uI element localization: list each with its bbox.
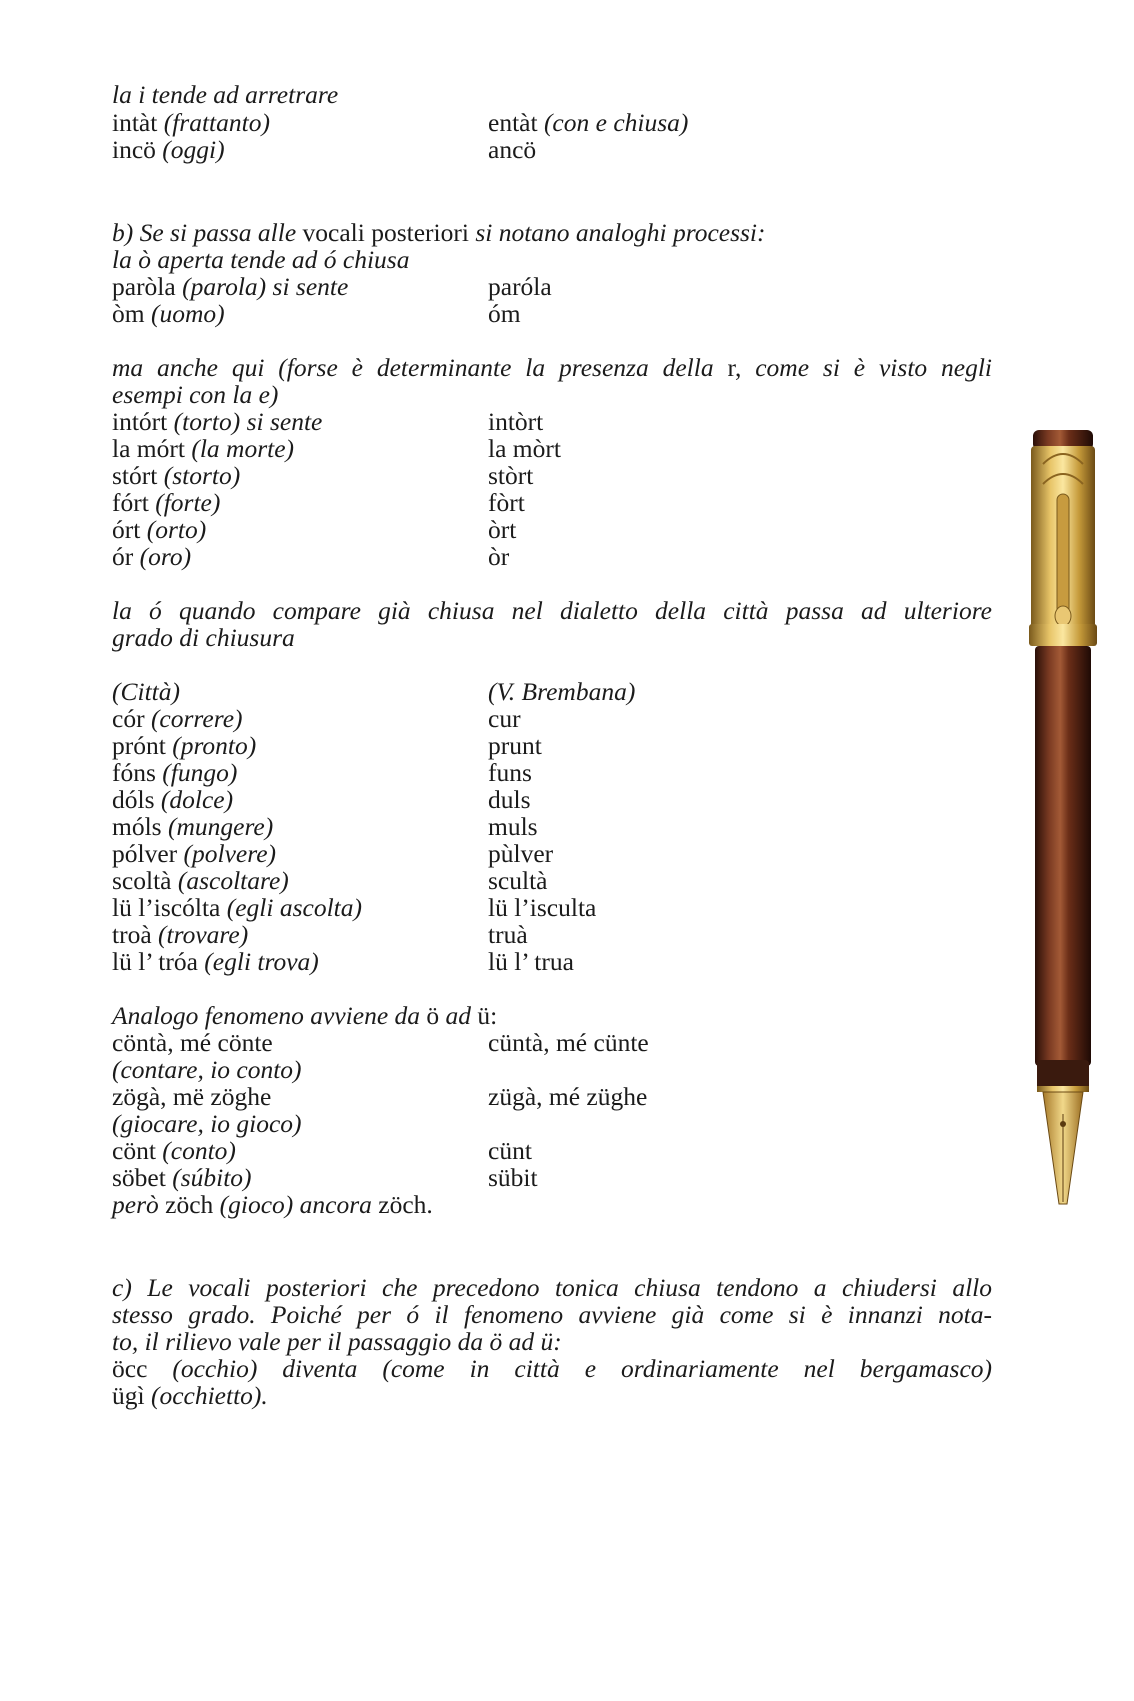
dialect-word: cór: [112, 704, 145, 733]
dialect-word: lü l’iscólta: [112, 893, 221, 922]
valley-word: cur: [488, 704, 521, 733]
example-row: [112, 407, 544, 436]
dialect-word: ór: [112, 542, 134, 571]
section-b-intro-term: vocali posteriori: [302, 218, 469, 247]
valley-word: truà: [488, 920, 528, 949]
barrel: [1035, 646, 1091, 1066]
dialect-word: dóls: [112, 785, 155, 814]
gloss: (conto): [162, 1136, 236, 1165]
gloss-line: (giocare, io gioco): [112, 1109, 302, 1138]
final-text: però: [112, 1190, 159, 1219]
clip: [1057, 494, 1069, 614]
closing-line: grado di chiusura: [112, 623, 295, 652]
valley-word: pùlver: [488, 839, 554, 868]
note-text: ma anche qui (forse è determinante la presenza della: [112, 353, 714, 382]
section-ring: [1037, 1086, 1089, 1092]
closing-line: la ó quando compare già chiusa nel dialetto della città passa ad ulteriore: [112, 596, 992, 625]
section-b-heading: [112, 218, 766, 247]
gloss: (súbito): [172, 1163, 252, 1192]
gloss: (trovare): [158, 920, 249, 949]
analog-intro: [112, 1001, 497, 1030]
gloss-line: (contare, io conto): [112, 1055, 302, 1084]
example-row: [112, 542, 510, 571]
example-row: [112, 515, 517, 544]
section-c-line: stesso grado. Poiché per ó il fenomeno avviene già come si è innanzi nota-: [112, 1300, 992, 1329]
dialect-word: lü l’ tróa: [112, 947, 198, 976]
section-c-text: (occhio) diventa (come in città e ordinariamente nel bergamasco): [172, 1354, 992, 1383]
valley-word: ancö: [488, 135, 537, 164]
table-row: [112, 839, 554, 868]
gloss: (ascoltare): [177, 866, 289, 895]
example-row: [112, 488, 525, 517]
gloss: (dolce): [160, 785, 234, 814]
valley-word: sübit: [488, 1163, 538, 1192]
example-row: [112, 1082, 648, 1111]
section-c-line: [112, 1381, 268, 1410]
example-row: [112, 1163, 538, 1192]
dialect-word: söbet: [112, 1163, 166, 1192]
table-row: [112, 893, 597, 922]
gloss: (oggi): [162, 135, 225, 164]
section-c-text: (occhietto).: [150, 1381, 268, 1410]
note-paragraph-line: [112, 353, 992, 382]
dialect-word: cönt: [112, 1136, 156, 1165]
table-row: [112, 731, 542, 760]
example-row: [112, 1136, 532, 1165]
table-row: [112, 920, 528, 949]
section: [1037, 1060, 1089, 1090]
gloss: (parola) si sente: [182, 272, 349, 301]
dialect-word: móls: [112, 812, 162, 841]
dialect-word: ügì: [112, 1381, 145, 1410]
gloss: (egli ascolta): [226, 893, 362, 922]
dialect-word: zöch.: [378, 1190, 433, 1219]
dialect-word: intórt: [112, 407, 168, 436]
dialect-word: órt: [112, 515, 141, 544]
fountain-pen-illustration: [1013, 424, 1113, 1224]
dialect-word: paròla: [112, 272, 176, 301]
table-row: [112, 704, 521, 733]
dialect-word: zöch: [165, 1190, 214, 1219]
dialect-word: prónt: [112, 731, 166, 760]
valley-word: stòrt: [488, 461, 534, 490]
valley-word: funs: [488, 758, 532, 787]
valley-word: scultà: [488, 866, 548, 895]
gloss: (storto): [163, 461, 241, 490]
example-row: [112, 135, 537, 164]
valley-word: duls: [488, 785, 531, 814]
gloss: (fungo): [162, 758, 238, 787]
valley-word: cüntà, mé cünte: [488, 1028, 649, 1057]
valley-word: intòrt: [488, 407, 544, 436]
valley-word: prunt: [488, 731, 542, 760]
note-letter: r,: [727, 353, 742, 382]
valley-word: lü l’isculta: [488, 893, 597, 922]
dialect-word: la mórt: [112, 434, 185, 463]
section-c-line: to, il rilievo vale per il passaggio da ö ad ü:: [112, 1327, 562, 1356]
valley-word: muls: [488, 812, 538, 841]
table-row: [112, 785, 531, 814]
valley-word: fòrt: [488, 488, 525, 517]
dialect-word: stórt: [112, 461, 158, 490]
dialect-word: cöntà, mé cönte: [112, 1028, 273, 1057]
final-line: [112, 1190, 433, 1219]
gloss: (polvere): [183, 839, 277, 868]
valley-word: paróla: [488, 272, 552, 301]
section-a-intro: la i tende ad arretrare: [112, 80, 339, 109]
dialect-word: fórt: [112, 488, 149, 517]
header-brembana: (V. Brembana): [488, 677, 636, 706]
analog-intro-text: ad: [445, 1001, 472, 1030]
table-header: [112, 677, 636, 706]
dialect-word: pólver: [112, 839, 178, 868]
dialect-word: troà: [112, 920, 152, 949]
example-row: [112, 1028, 649, 1057]
breather-hole: [1060, 1121, 1066, 1127]
analog-intro-text: Analogo fenomeno avviene da: [112, 1001, 421, 1030]
valley-word: la mòrt: [488, 434, 561, 463]
gloss: (egli trova): [204, 947, 319, 976]
note: (con e chiusa): [543, 108, 689, 137]
dialect-word: öcc: [112, 1354, 148, 1383]
final-text: (gioco) ancora: [219, 1190, 372, 1219]
section-c-line: c) Le vocali posteriori che precedono tonica chiusa tendono a chiudersi allo: [112, 1273, 992, 1302]
section-b-sub: la ò aperta tende ad ó chiusa: [112, 245, 410, 274]
vowel-letter: ö: [426, 1001, 440, 1030]
vowel-letter: ü:: [477, 1001, 498, 1030]
gloss: (torto) si sente: [173, 407, 323, 436]
gloss: (pronto): [172, 731, 257, 760]
example-row: [112, 272, 552, 301]
section-b-intro-suffix: si notano analoghi processi:: [475, 218, 766, 247]
gloss: (mungere): [167, 812, 274, 841]
table-row: [112, 758, 532, 787]
valley-word: zügà, mé züghe: [488, 1082, 648, 1111]
section-c-line: [112, 1354, 992, 1383]
example-row: [112, 299, 521, 328]
dialect-word: òm: [112, 299, 145, 328]
valley-word: óm: [488, 299, 521, 328]
dialect-word: incö: [112, 135, 156, 164]
section-b-intro-prefix: b) Se si passa alle: [112, 218, 297, 247]
valley-word: òrt: [488, 515, 517, 544]
valley-word: entàt: [488, 108, 538, 137]
table-row: [112, 812, 538, 841]
example-row: [112, 461, 534, 490]
gloss: (oro): [139, 542, 192, 571]
gloss: (correre): [150, 704, 243, 733]
valley-word: òr: [488, 542, 510, 571]
gloss: (orto): [146, 515, 207, 544]
dialect-word: scoltà: [112, 866, 172, 895]
note-paragraph-line: esempi con la e): [112, 380, 279, 409]
dialect-word: fóns: [112, 758, 156, 787]
valley-word: lü l’ trua: [488, 947, 574, 976]
example-row: [112, 434, 561, 463]
table-row: [112, 866, 548, 895]
table-row: [112, 947, 574, 976]
gloss: (uomo): [150, 299, 225, 328]
valley-word: cünt: [488, 1136, 532, 1165]
gloss: (forte): [155, 488, 221, 517]
cap-band: [1029, 624, 1097, 646]
header-citta: (Città): [112, 677, 180, 706]
note-text: come si è visto negli: [755, 353, 993, 382]
dialect-word: intàt: [112, 108, 158, 137]
example-row: [112, 108, 689, 137]
gloss: (la morte): [191, 434, 295, 463]
clip-ball: [1055, 606, 1071, 626]
gloss: (frattanto): [163, 108, 270, 137]
dialect-word: zögà, më zöghe: [112, 1082, 272, 1111]
